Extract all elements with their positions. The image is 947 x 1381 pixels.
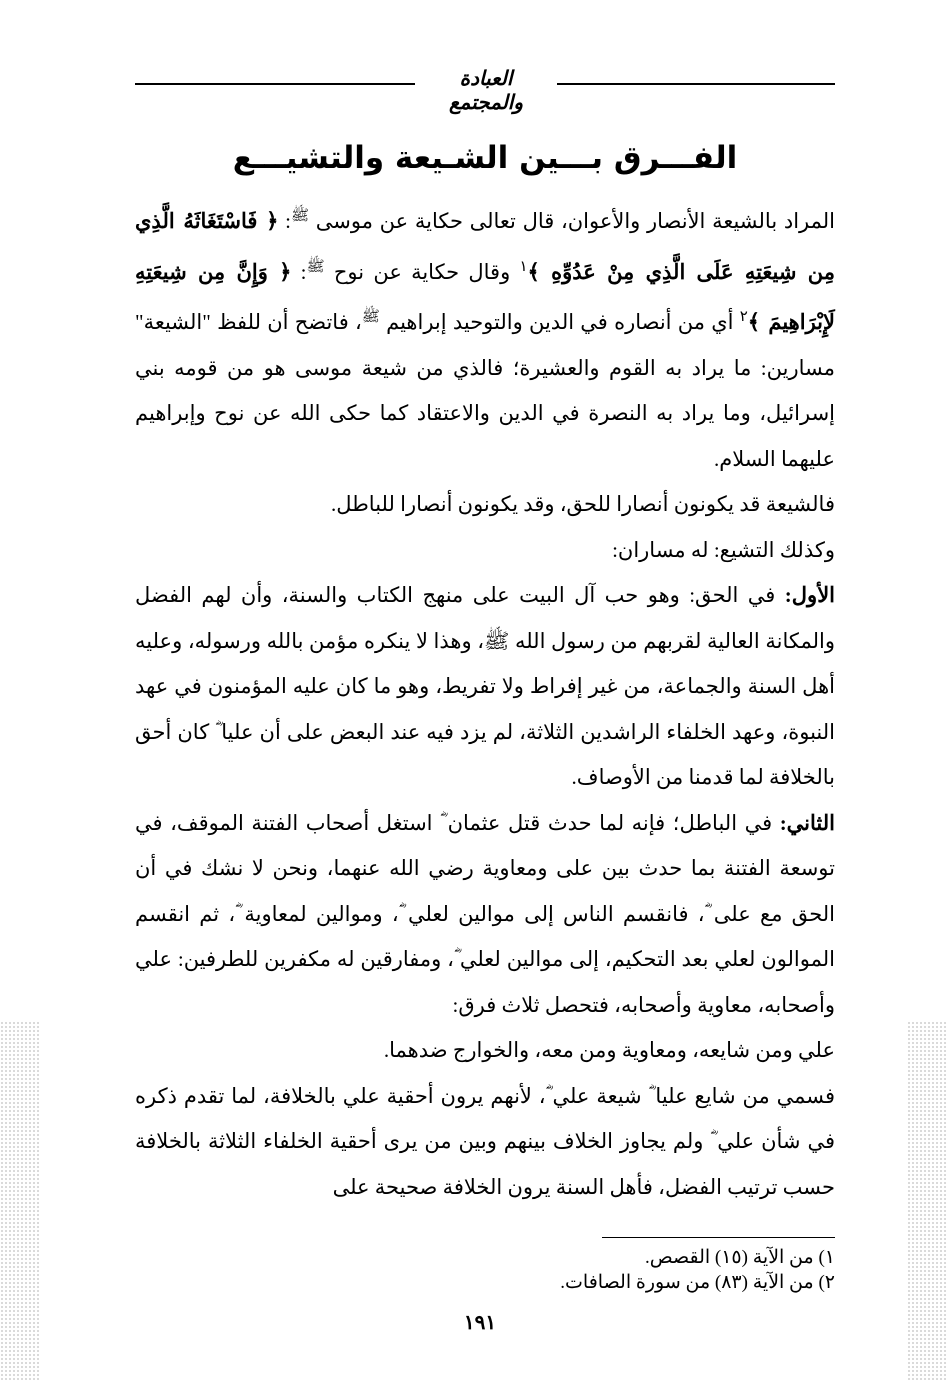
heading-label: الأول: <box>784 583 835 607</box>
page-edge-texture <box>0 1021 40 1381</box>
footnote-1: ١) من الآية (١٥) القصص. <box>644 1247 835 1268</box>
paragraph <box>135 1028 835 1074</box>
heading-label: الثاني: <box>779 810 835 835</box>
superscript-mark: ﷺ <box>291 208 310 224</box>
superscript-mark: ٢ <box>739 309 748 325</box>
text-run: ، فاتضح أن للفظ "الشيعة" مسارين: ما يراد به القوم والعشيرة؛ فالذي من شيعة موسى هو من قومه بني إسرائيل، وما يراد به النصرة في الدين والاعتقاد كما حكى الله عن نوح وإبراهيم عليهما السلام. <box>135 310 835 471</box>
text-run: وكذلك التشيع: له مساران: <box>612 537 835 562</box>
text-run: فسمي من شايع عليا ؓ شيعة علي ؓ، لأنهم يرون أحقية علي بالخلافة، لما تقدم ذكره في شأن علي ؓ ولم يجاوز الخلاف بينهم وبين من يرى أحقية الخلفاء الثلاثة بالخلافة حسب ترتيب الفضل، فأهل السنة يرون الخلافة صحيحة على <box>135 1083 835 1199</box>
paragraph <box>135 482 835 528</box>
body-text <box>135 194 835 1210</box>
page-edge-texture <box>907 1021 947 1381</box>
header-rule <box>557 83 835 85</box>
text-run: المراد بالشيعة الأنصار والأعوان، قال تعالى حكاية عن موسى <box>309 209 835 233</box>
paragraph <box>135 801 835 1029</box>
paragraph <box>135 194 835 482</box>
page-number: ١٩١ <box>463 1312 497 1334</box>
superscript-mark: ﷺ <box>361 309 380 325</box>
text-run: فالشيعة قد يكونون أنصارا للحق، وقد يكونون أنصارا للباطل. <box>330 492 835 516</box>
quran-verse: ﴿ وَإِنَّ مِن شِيعَتِهِ لَإِبْرَاهِيمَ ﴾ <box>135 258 835 334</box>
text-run: وقال حكاية عن نوح <box>324 259 520 284</box>
text-run: : <box>278 209 291 233</box>
paragraph <box>135 1074 835 1211</box>
text-run: : <box>291 259 307 284</box>
text-run: في الباطل؛ فإنه لما حدث قتل عثمان ؓ استغل أصحاب الفتنة الموقف، في توسعة الفتنة بما حدث بين على ومعاوية رضي الله عنهما، ونحن لا نشك في أن الحق مع على ؓ، فانقسم الناس إلى موالين لعلي ؓ، وموالين لمعاوية ؓ، ثم انقسم الموالون لعلي بعد التحكيم، إلى موالين لعلي ؓ، ومفارقين له مكفرين للطرفين: علي وأصحابه، معاوية وأصحابه، فتحصل ثلاث فرق: <box>135 810 835 1017</box>
paragraph <box>135 528 835 574</box>
header-rule <box>135 83 415 85</box>
superscript-mark: ﷺ <box>306 258 325 275</box>
footnote-separator <box>602 1237 835 1238</box>
superscript-mark: ١ <box>519 258 528 275</box>
section-title: الفـــرق بـــين الشـيعة والتشيـــع <box>232 140 738 176</box>
text-run: في الحق: وهو حب آل البيت على منهج الكتاب والسنة، وأن لهم الفضل والمكانة العالية لقربهم من رسول الله ﷺ، وهذا لا ينكره مؤمن بالله ورسوله، وعليه أهل السنة والجماعة، من غير إفراط ولا تفريط، وهو ما كان عليه المؤمنون في عهد النبوة، وعهد الخلفاء الراشدين الثلاثة، لم يزد فيه عند البعض على أن عليا ؓ كان أحق بالخلافة لما قدمنا من الأوصاف. <box>135 583 835 789</box>
quran-verse: ﴿ فَاسْتَغَاثَهُ الَّذِي مِن شِيعَتِهِ عَلَى الَّذِي مِنْ عَدُوِّهِ ﴾ <box>135 208 835 284</box>
paragraph <box>135 573 835 801</box>
text-run: أي من أنصاره في الدين والتوحيد إبراهيم <box>379 310 740 334</box>
running-title: العبادة والمجتمع <box>448 66 524 114</box>
text-run: علي ومن شايعه، ومعاوية ومن معه، والخوارج ضدهما. <box>383 1038 835 1062</box>
page-header <box>135 66 835 114</box>
footnote-2: ٢) من الآية (٨٣) من سورة الصافات. <box>560 1272 835 1293</box>
footnotes <box>335 1245 835 1295</box>
